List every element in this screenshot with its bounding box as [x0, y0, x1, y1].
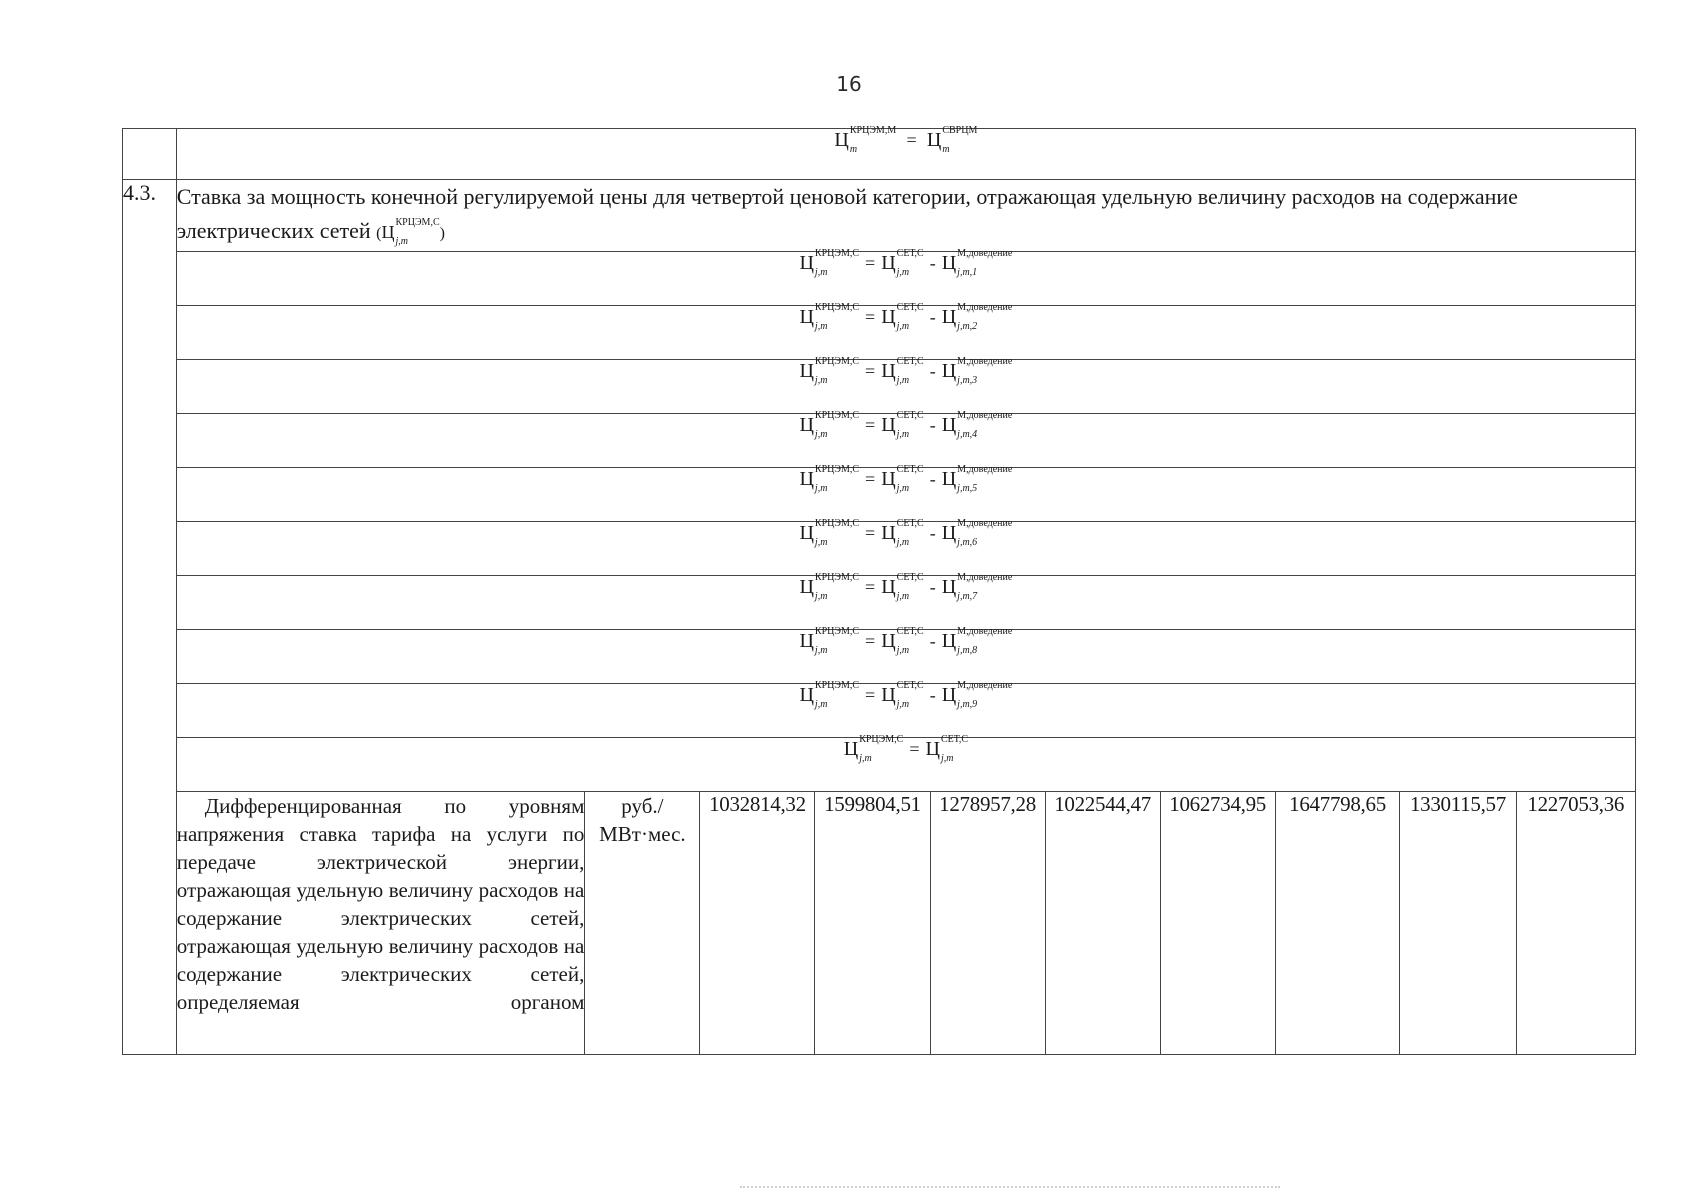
tariff-value: 1599804,51 [815, 792, 930, 1055]
formula-row-7: Ц КРЦЭМ,С j,m = Ц СЕТ,С j,m - Ц М,доведение j,m,7 [176, 576, 1635, 630]
tariff-unit: руб./ МВт·мес. [585, 792, 700, 1055]
formula-row-2: Ц КРЦЭМ,С j,m = Ц СЕТ,С j,m - Ц М,доведение j,m,2 [176, 306, 1635, 360]
section-symbol: (Ц КРЦЭМ,С j,m ) [376, 217, 445, 248]
scan-artifact-line [740, 1186, 1280, 1190]
tariff-value: 1032814,32 [700, 792, 815, 1055]
page-number: 16 [836, 72, 862, 96]
formula-row-6: Ц КРЦЭМ,С j,m = Ц СЕТ,С j,m - Ц М,доведение j,m,6 [176, 522, 1635, 576]
tariff-value: 1647798,65 [1275, 792, 1400, 1055]
formula-row-4: Ц КРЦЭМ,С j,m = Ц СЕТ,С j,m - Ц М,доведение j,m,4 [176, 414, 1635, 468]
section-number: 4.3. [123, 180, 177, 1055]
formula-row-final: Ц КРЦЭМ,С j,m = Ц СЕТ,С j,m [176, 738, 1635, 792]
formula-top: Ц КРЦЭМ,М m = Ц СВРЦМ m [176, 129, 1635, 180]
tariff-value: 1022544,47 [1045, 792, 1160, 1055]
section-heading [176, 180, 1635, 252]
tariff-table [122, 125, 1636, 1055]
row-number-empty [123, 129, 177, 180]
tariff-value: 1330115,57 [1400, 792, 1516, 1055]
formula-row-5: Ц КРЦЭМ,С j,m = Ц СЕТ,С j,m - Ц М,доведение j,m,5 [176, 468, 1635, 522]
formula-row-3: Ц КРЦЭМ,С j,m = Ц СЕТ,С j,m - Ц М,доведение j,m,3 [176, 360, 1635, 414]
formula-row-9: Ц КРЦЭМ,С j,m = Ц СЕТ,С j,m - Ц М,доведение j,m,9 [176, 684, 1635, 738]
section-heading-text: Ставка за мощность конечной регулируемой цены для четвертой ценовой категории, отражающая удельную величину расходов на содержание электрических сетей [176, 184, 1518, 243]
tariff-value: 1062734,95 [1160, 792, 1275, 1055]
tariff-value: 1227053,36 [1516, 792, 1635, 1055]
tariff-value: 1278957,28 [930, 792, 1045, 1055]
tariff-description: Дифференцированная по уровням напряжения ставка тарифа на услуги по передаче электрической энергии, отражающая удельную величину расходов на содержание электрических сетей, отражающая удельную величину расходов на содержание электрических сетей, определяемая органом [176, 792, 585, 1055]
formula-row-8: Ц КРЦЭМ,С j,m = Ц СЕТ,С j,m - Ц М,доведение j,m,8 [176, 630, 1635, 684]
formula-row-1: Ц КРЦЭМ,С j,m = Ц СЕТ,С j,m - Ц М,доведение j,m,1 [176, 252, 1635, 306]
